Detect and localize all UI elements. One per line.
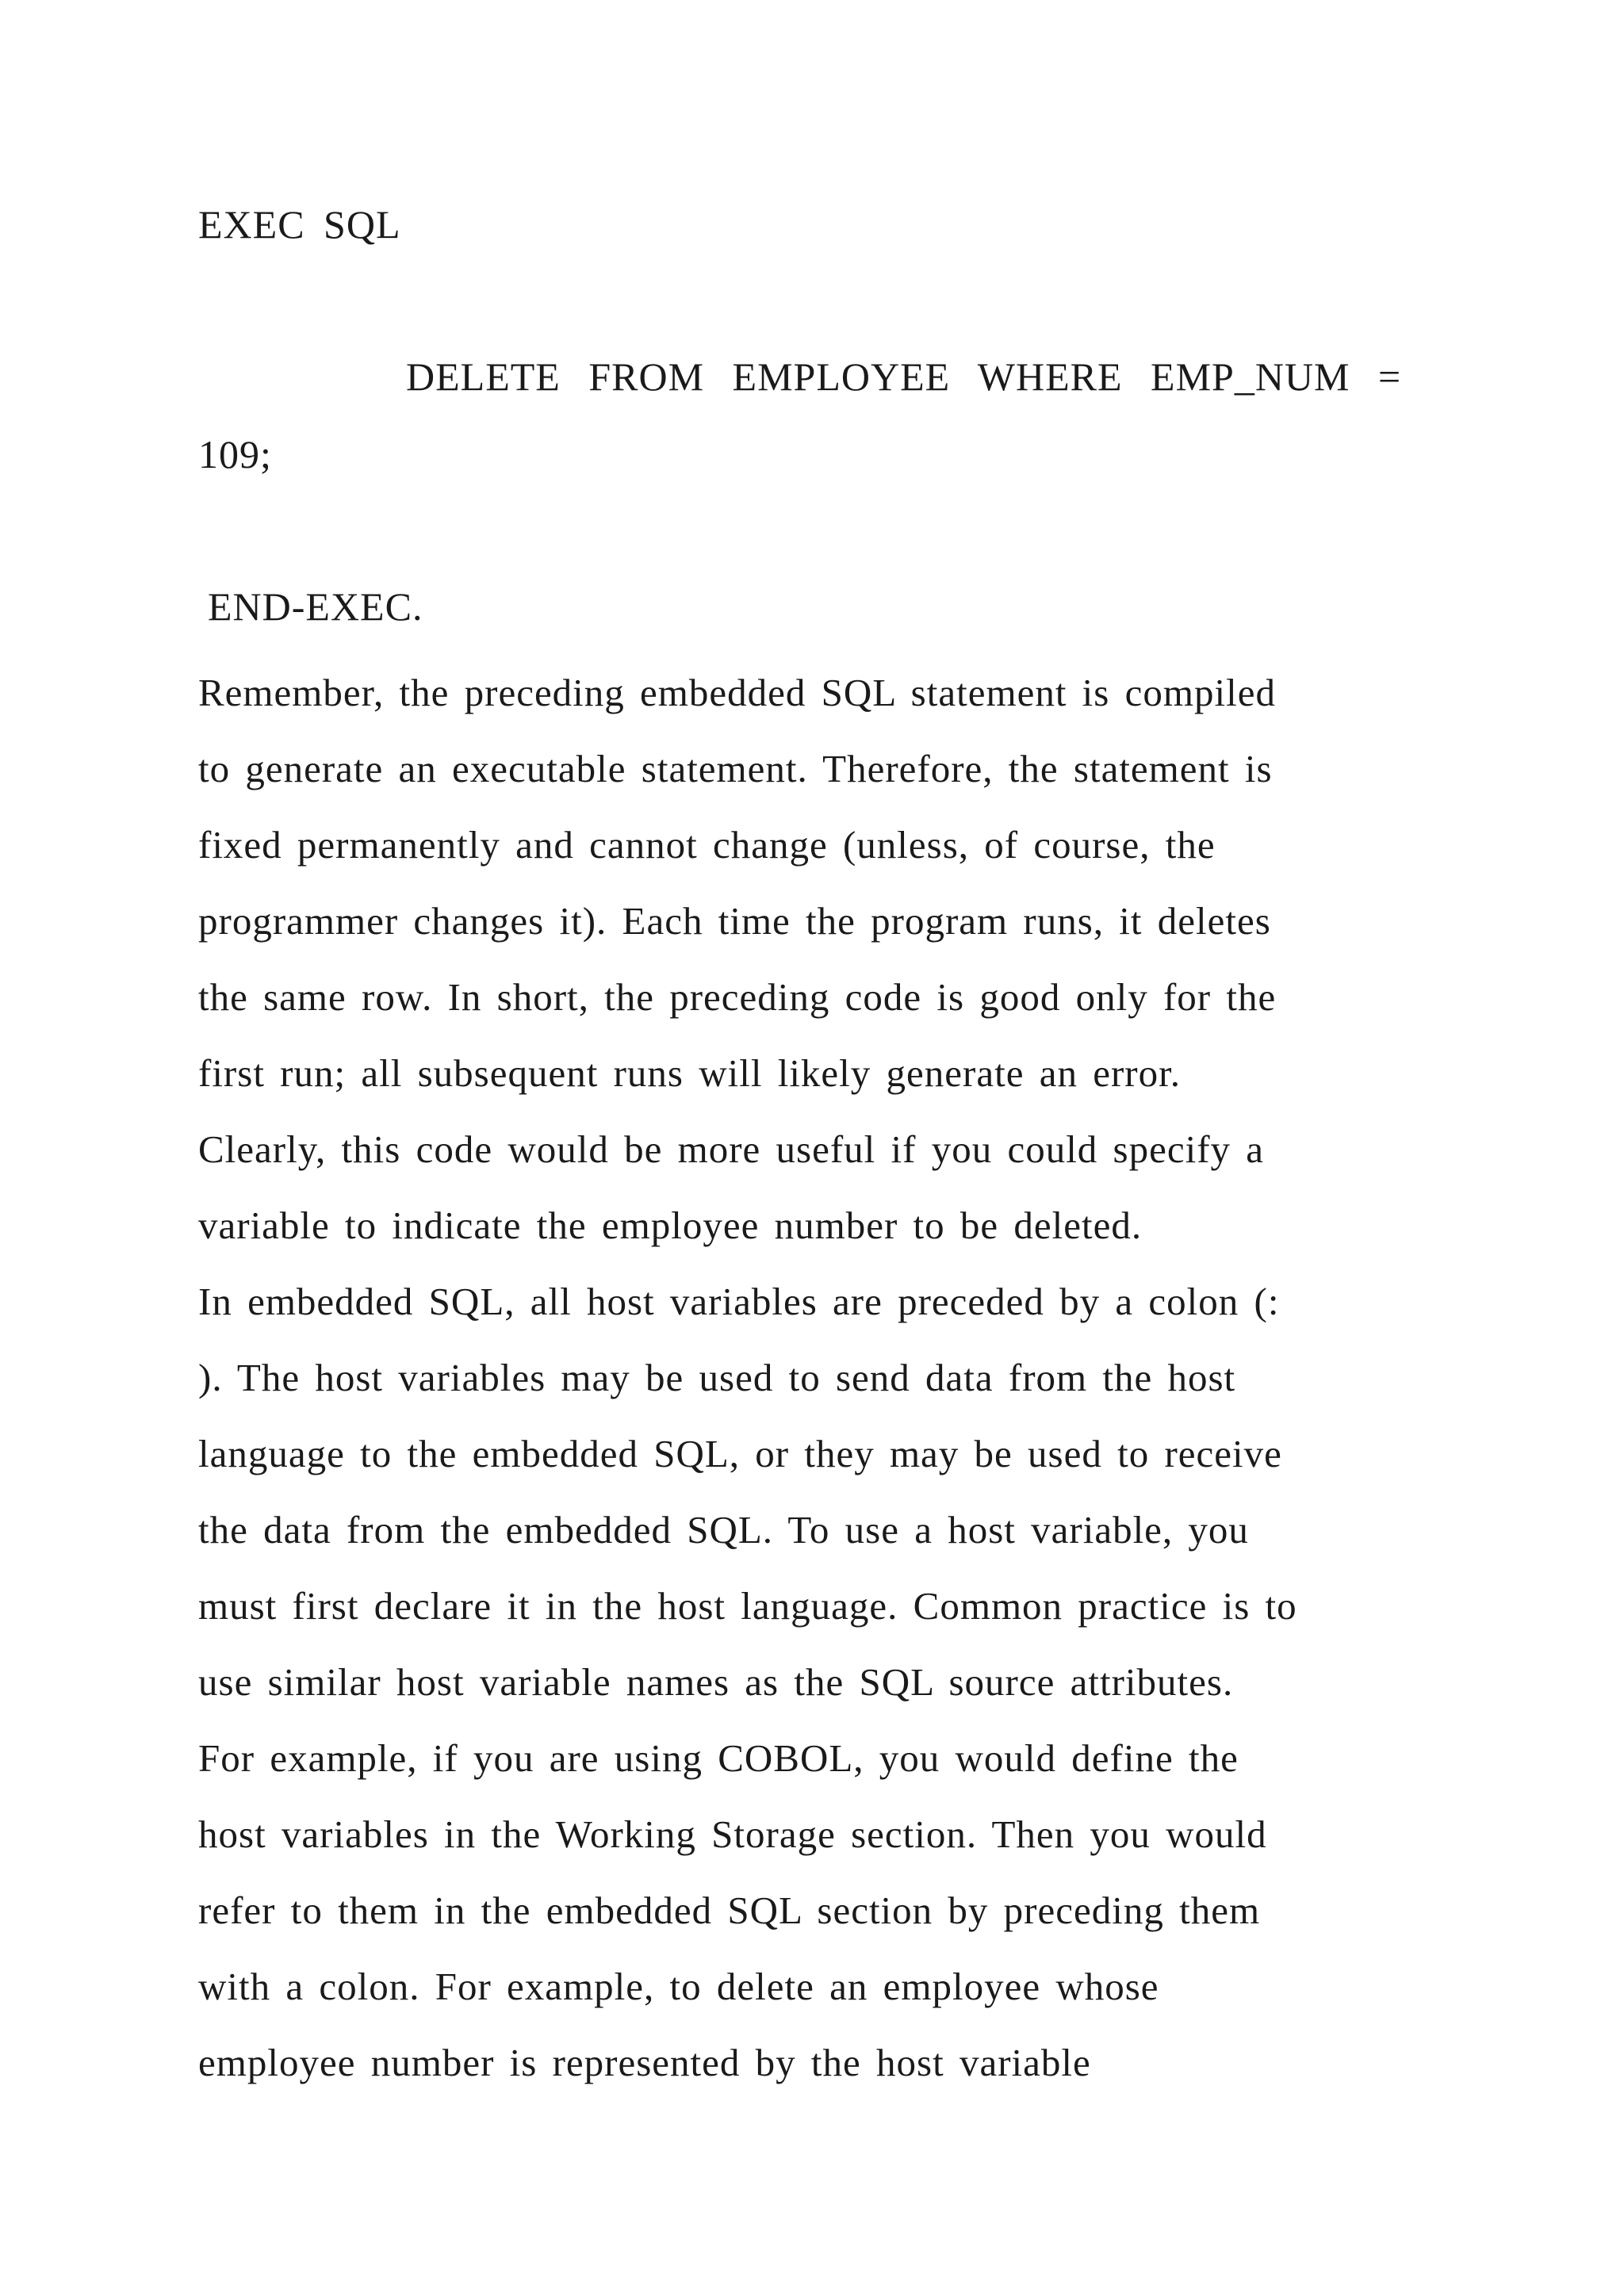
text-line: In embedded SQL, all host variables are preceded by a colon (: (198, 1280, 1280, 1323)
code-line-exec-sql: EXEC SQL (198, 202, 401, 247)
text-line: to generate an executable statement. Therefore, the statement is (198, 747, 1273, 790)
text-line: refer to them in the embedded SQL section by preceding them (198, 1888, 1261, 1932)
text-line: Clearly, this code would be more useful if you could specify a (198, 1127, 1265, 1171)
text-line: programmer changes it). Each time the program runs, it deletes (198, 899, 1271, 943)
text-line: fixed permanently and cannot change (unless, of course, the (198, 823, 1216, 867)
code-line-end-exec: END-EXEC. (208, 584, 423, 629)
text-line: For example, if you are using COBOL, you would define the (198, 1736, 1239, 1780)
text-line: employee number is represented by the host variable (198, 2041, 1091, 2084)
text-line: use similar host variable names as the SQL source attributes. (198, 1660, 1234, 1704)
text-line: variable to indicate the employee number to be deleted. (198, 1203, 1143, 1247)
text-line: with a colon. For example, to delete an employee whose (198, 1965, 1159, 2008)
body-paragraphs (198, 655, 1435, 2101)
text-line: the same row. In short, the preceding code is good only for the (198, 975, 1277, 1019)
text-line: first run; all subsequent runs will likely generate an error. (198, 1051, 1181, 1095)
code-line-delete-continuation: 109; (198, 432, 272, 476)
text-line: language to the embedded SQL, or they may be used to receive (198, 1432, 1282, 1475)
text-line: Remember, the preceding embedded SQL statement is compiled (198, 671, 1276, 714)
text-line: the data from the embedded SQL. To use a host variable, you (198, 1508, 1249, 1552)
text-line: host variables in the Working Storage section. Then you would (198, 1812, 1267, 1856)
text-line: ). The host variables may be used to send data from the host (198, 1356, 1236, 1399)
code-line-delete-statement: DELETE FROM EMPLOYEE WHERE EMP_NUM = (406, 354, 1402, 399)
text-line: must first declare it in the host language. Common practice is to (198, 1584, 1297, 1628)
